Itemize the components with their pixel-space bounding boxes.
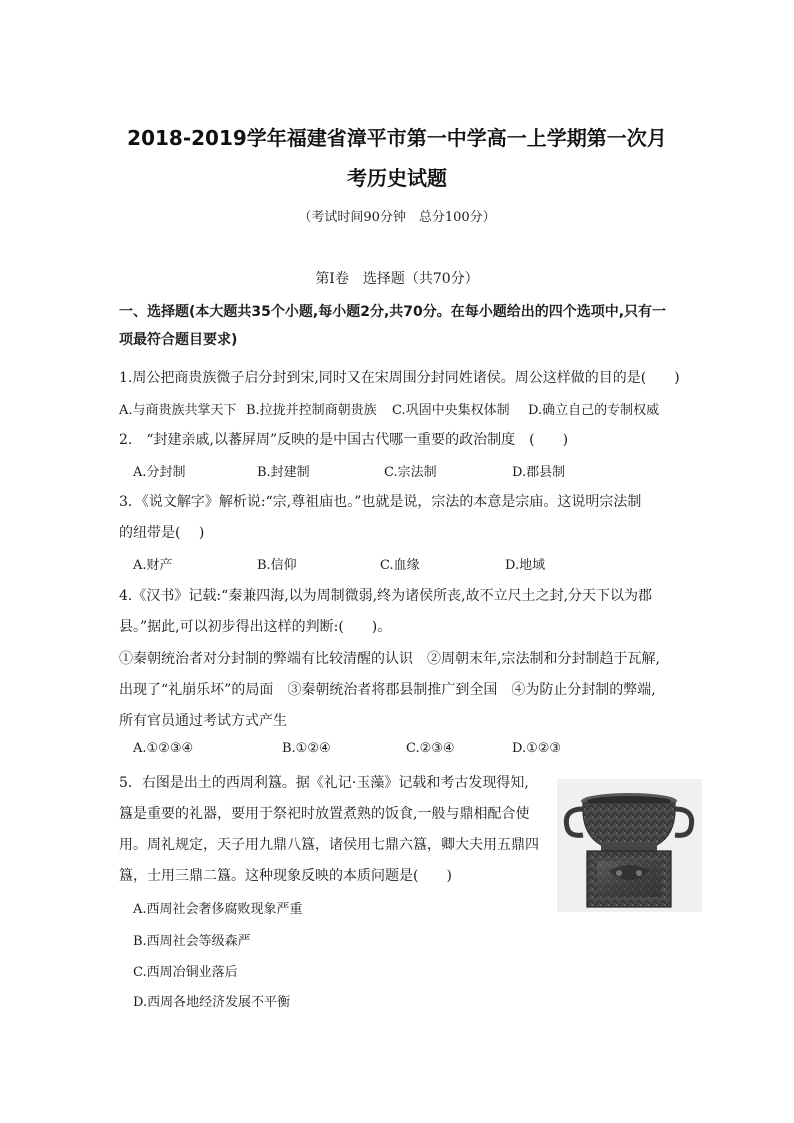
q5-option-a: A.西周社会奢侈腐败现象严重 xyxy=(133,902,303,917)
q3-option-d: D.地域 xyxy=(505,558,546,573)
volume-title: 第Ⅰ卷 选择题（共70分） xyxy=(315,271,479,287)
q4-option-a: A.①②③④ xyxy=(133,741,194,756)
q5-option-d: D.西周各地经济发展不平衡 xyxy=(133,995,291,1010)
q1-option-c: C.巩固中央集权体制 xyxy=(392,403,510,418)
q1-option-d: D.确立自己的专制权威 xyxy=(528,403,660,418)
q3-option-c: C.血缘 xyxy=(380,558,420,573)
question-5-stem-line4: 簋，士用三鼎二簋。这种现象反映的本质问题是( ) xyxy=(119,868,452,884)
q4-option-c: C.②③④ xyxy=(406,741,455,756)
question-5-stem-line2: 簋是重要的礼器，要用于祭祀时放置煮熟的饭食,一般与鼎相配合使 xyxy=(119,806,530,822)
question-2-stem: 2. “封建亲戚,以蕃屏周”反映的是中国古代哪一重要的政治制度 ( ) xyxy=(119,432,569,448)
exam-title-line2: 考历史试题 xyxy=(347,166,447,190)
question-4-stem-line2: 县。”据此,可以初步得出这样的判断:( )。 xyxy=(119,619,392,635)
q3-option-b: B.信仰 xyxy=(257,558,297,573)
q1-option-a: A.与商贵族共掌天下 xyxy=(119,403,237,418)
exam-title-line1: 2018-2019学年福建省漳平市第一中学高一上学期第一次月 xyxy=(127,126,667,150)
question-4-statement-line3: 所有官员通过考试方式产生 xyxy=(119,713,287,729)
question-3-stem-line1: 3．《说文解字》解析说:“宗,尊祖庙也。”也就是说，宗法的本意是宗庙。这说明宗法制 xyxy=(119,494,642,510)
q1-option-b: B.拉拢并控制商朝贵族 xyxy=(246,403,377,418)
q5-option-c: C.西周冶铜业落后 xyxy=(133,965,238,980)
q2-option-c: C.宗法制 xyxy=(384,465,437,480)
question-4-statement-line1: ①秦朝统治者对分封制的弊端有比较清醒的认识 ②周朝末年,宗法制和分封制趋于瓦解, xyxy=(119,651,660,667)
bronze-gui-vessel-image xyxy=(557,779,702,912)
q2-option-a: A.分封制 xyxy=(133,465,186,480)
question-1-stem: 1.周公把商贵族微子启分封到宋,同时又在宋周围分封同姓诸侯。周公这样做的目的是( ) xyxy=(119,370,680,386)
q3-option-a: A.财产 xyxy=(133,558,173,573)
question-3-stem-line2: 的纽带是( ) xyxy=(119,525,205,541)
exam-time-info: （考试时间90分钟 总分100分） xyxy=(298,210,496,225)
q2-option-b: B.封建制 xyxy=(257,465,310,480)
question-4-stem-line1: 4.《汉书》记载:“秦兼四海,以为周制微弱,终为诸侯所丧,故不立尺土之封,分天下以为郡 xyxy=(119,588,653,604)
question-5-stem-line1: 5．右图是出土的西周利簋。据《礼记·玉藻》记载和考古发现得知, xyxy=(119,775,529,791)
q5-option-b: B.西周社会等级森严 xyxy=(133,934,251,949)
question-5-stem-line3: 用。周礼规定，天子用九鼎八簋，诸侯用七鼎六簋，卿大夫用五鼎四 xyxy=(119,837,539,853)
q4-option-b: B.①②④ xyxy=(282,741,331,756)
q2-option-d: D.郡县制 xyxy=(512,465,566,480)
section-header: 一、选择题(本大题共35个小题,每小题2分,共70分。在每小题给出的四个选项中,只有一项最符合题目要求) xyxy=(119,304,667,348)
q4-option-d: D.①②③ xyxy=(512,741,562,756)
question-4-statement-line2: 出现了“礼崩乐坏”的局面 ③秦朝统治者将郡县制推广到全国 ④为防止分封制的弊端, xyxy=(119,682,656,698)
